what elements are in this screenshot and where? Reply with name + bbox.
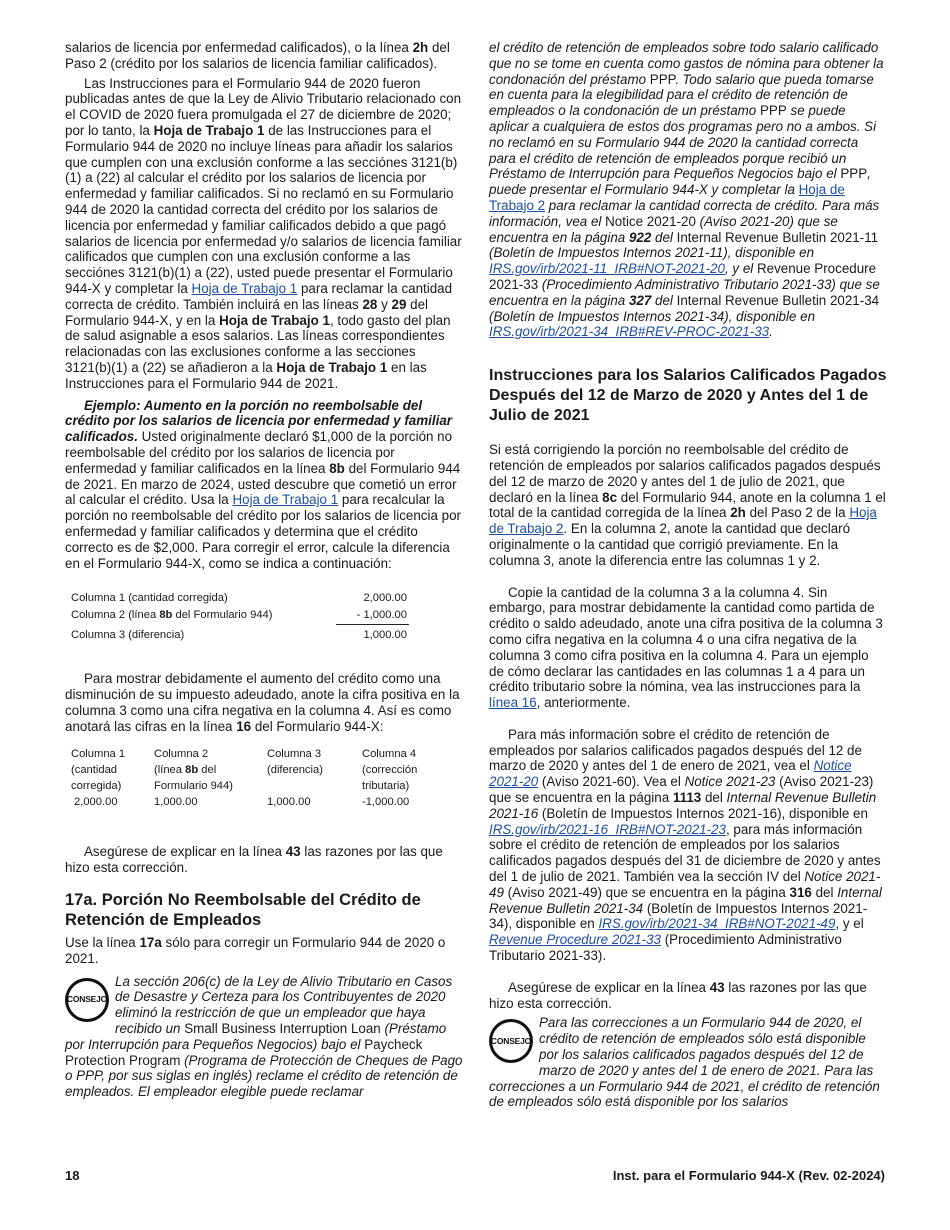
tip-box: [489, 1015, 887, 1110]
table-column: Columna 1 (cantidad corregida) 2,000.00: [71, 748, 126, 809]
rev-proc-link[interactable]: Revenue Procedure 2021-33: [489, 932, 661, 948]
table-column: Columna 3 (diferencia) 1,000.00: [267, 748, 323, 809]
table-cell: Columna 1 (cantidad corregida): [71, 592, 228, 605]
irb-link[interactable]: IRS.gov/irb/2021-16_IRB#NOT-2021-23: [489, 821, 726, 837]
worksheet-1-link[interactable]: Hoja de Trabajo 1: [191, 280, 298, 296]
table-cell: - 1,000.00: [356, 609, 407, 622]
consejo-icon: CONSEJO: [489, 1019, 533, 1063]
example-table-1: [65, 585, 463, 645]
page-number: 18: [65, 1168, 80, 1183]
paragraph: salarios de licencia por enfermedad calificados), o la línea 2h del Paso 2 (crédito por los salarios de licencia familiar calificados).: [65, 40, 450, 71]
left-column: [65, 40, 463, 1100]
example-paragraph: Ejemplo: Aumento en la porción no reembolsable del crédito por los salarios de licencia por enfermedad y familiar calificados. Usted originalmente declaró $1,000 de la porción no reembolsable del crédito por los salarios de licencia por enfermedad y familiar calificados en la línea 8b del Formulario 944 de 2021. En marzo de 2024, usted descubre que cometió un error al calcular el crédito. Usa la Hoja de Trabajo 1 para recalcular la porción no reembolsable del crédito por los salarios de licencia por enfermedad y familiar calificados y determina que el crédito correcto es de $2,000. Para corregir el error, calcule la diferencia en el Formulario 944-X, como se indica a continuación:: [65, 397, 461, 571]
tip-text: Para las correcciones a un Formulario 944 de 2020, el crédito de retención de empleados sólo está disponible por los salarios calificados pagados después del 12 de marzo de 2020 y antes del 1 de enero de 2021. Para las correcciones a un Formulario 944 de 2021, el crédito de retención de empleados sólo está disponible por los salarios: [489, 1015, 880, 1110]
section-heading: Instrucciones para los Salarios Calificados Pagados Después del 12 de Marzo de 2020 y Antes del 1 de Julio de 2021: [489, 367, 887, 425]
irb-link[interactable]: IRS.gov/irb/2021-34_IRB#REV-PROC-2021-33: [489, 324, 770, 340]
paragraph: Si está corrigiendo la porción no reembolsable del crédito de retención de empleados por salarios calificados pagados después del 12 de marzo de 2020 y antes del 1 de julio de 2021, que declaró en la línea 8c del Formulario 944, anote en la columna 1 el total de la cantidad corregida de la línea 2h del Paso 2 de la Hoja de Trabajo 2. En la columna 2, anote la cantidad que declaró originalmente o la cantidad que corrigió previamente. En la columna 3, anote la diferencia entre las columnas 1 y 2.: [489, 442, 886, 568]
example-table-2: [65, 746, 463, 816]
tip-box: [65, 974, 463, 1100]
paragraph: Copie la cantidad de la columna 3 a la columna 4. Sin embargo, para mostrar debidamente la cantidad como partida de crédito o saldo adeudado, anote una cifra positiva de la columna 3 como cifra negativa en la columna 4 o una cifra negativa de la columna 3 como cifra positiva en la columna 4. Para un ejemplo de cómo declarar las cantidades en las columnas 1 a 4 para un crédito tributario sobre la nómina, vea las instrucciones para la línea 16, anteriormente.: [489, 584, 883, 711]
worksheet-2-link[interactable]: Hoja de Trabajo 2: [489, 505, 877, 537]
footer-title: Inst. para el Formulario 944-X (Rev. 02-2024): [612, 1168, 885, 1183]
table-cell: Columna 3 (diferencia): [71, 629, 185, 642]
sum-rule: [336, 624, 409, 625]
table-cell: Columna 2 (línea 8b del Formulario 944): [71, 609, 273, 622]
irb-link[interactable]: IRS.gov/irb/2021-34_IRB#NOT-2021-49: [598, 916, 836, 932]
table-cell: 1,000.00: [363, 629, 407, 642]
irb-link[interactable]: IRS.gov/irb/2021-11_IRB#NOT-2021-20: [489, 261, 725, 277]
right-column: [489, 40, 887, 1110]
paragraph: Para mostrar debidamente el aumento del crédito como una disminución de su impuesto adeudado, anote la cifra positiva en la columna 3 como una cifra negativa en la columna 4. Así es como anotará las cifras en la línea 16 del Formulario 944-X:: [65, 671, 460, 734]
notice-link[interactable]: Notice 2021-20: [489, 758, 852, 790]
paragraph: Use la línea 17a sólo para corregir un Formulario 944 de 2020 o 2021.: [65, 935, 446, 966]
table-column: Columna 2 (línea 8b del Formulario 944) 1,000.00: [154, 748, 233, 809]
paragraph: Para más información sobre el crédito de retención de empleados por salarios calificados pagados después del 12 de marzo de 2020 y antes del 1 de enero de 2021, vea el Notice 2021-20 (Aviso 2021-60). Vea el Notice 2021-23 (Aviso 2021-23) que se encuentra en la página 1113 del Internal Revenue Bulletin 2021-16 (Boletín de Impuestos Internos 2021-16), disponible en IRS.gov/irb/2021-16_IRB#NOT-2021-23, para más información sobre el crédito de retención de empleados por los salarios calificados pagados después del 31 de diciembre de 2020 y antes del 1 de julio de 2021. También vea la sección IV del Notice 2021-49 (Aviso 2021-49) que se encuentra en la página 316 del Internal Revenue Bulletin 2021-34 (Boletín de Impuestos Internos 2021-34), disponible en IRS.gov/irb/2021-34_IRB#NOT-2021-49, y el Revenue Procedure 2021-33 (Procedimiento Administrativo Tributario 2021-33).: [489, 726, 882, 964]
consejo-icon: CONSEJO: [65, 978, 109, 1022]
paragraph: Asegúrese de explicar en la línea 43 las razones por las que hizo esta corrección.: [65, 844, 443, 876]
worksheet-2-link[interactable]: Hoja de Trabajo 2: [489, 182, 845, 213]
table-column: Columna 4 (corrección tributaria) -1,000.00: [362, 748, 418, 809]
worksheet-1-link[interactable]: Hoja de Trabajo 1: [232, 492, 339, 508]
tip-text: La sección 206(c) de la Ley de Alivio Tributario en Casos de Desastre y Certeza para los Contribuyentes de 2020 eliminó la restricción de que un empleador que haya recibido un Small Business Interruption Loan (Préstamo por Interrupción para Pequeños Negocios) bajo el Paycheck Protection Program (Programa de Protección de Cheques de Pago o PPP, por sus siglas en inglés) reclame el crédito de retención de empleados. El empleador elegible puede reclamar: [65, 973, 463, 1100]
section-heading: 17a. Porción No Reembolsable del Crédito de Retención de Empleados: [65, 891, 421, 930]
line-16-link[interactable]: línea 16: [489, 695, 537, 711]
tip-continuation: el crédito de retención de empleados sobre todo salario calificado que no se tome en cuenta como gastos de nómina para obtener la condonación del préstamo PPP. Todo salario que pueda tomarse en cuenta para la elegibilidad para el crédito de retención de empleados o la condonación de un préstamo PPP se puede aplicar a cualquiera de estos dos programas pero no a ambos. Si no reclamó en su Formulario 944 de 2020 la cantidad correcta para el crédito de retención de empleados porque recibió un Préstamo de Interrupción para Pequeños Negocios bajo el PPP, puede presentar el Formulario 944-X y completar la Hoja de Trabajo 2 para reclamar la cantidad correcta de crédito. Para más información, vea el Notice 2021-20 (Aviso 2021-20) que se encuentra en la página 922 del Internal Revenue Bulletin 2021-11 (Boletín de Impuestos Internos 2021-11), disponible en IRS.gov/irb/2021-11_IRB#NOT-2021-20, y el Revenue Procedure 2021-33 (Procedimiento Administrativo Tributario 2021-33) que se encuentra en la página 327 del Internal Revenue Bulletin 2021-34 (Boletín de Impuestos Internos 2021-34), disponible en IRS.gov/irb/2021-34_IRB#REV-PROC-2021-33.: [489, 40, 884, 340]
table-cell: 2,000.00: [363, 592, 407, 605]
paragraph: Asegúrese de explicar en la línea 43 las razones por las que hizo esta corrección.: [489, 979, 867, 1011]
paragraph: Las Instrucciones para el Formulario 944 de 2020 fueron publicadas antes de que la Ley de Alivio Tributario relacionado con el COVID de 2020 fuera promulgada el 27 de diciembre de 2020; por lo tanto, la Hoja de Trabajo 1 de las Instrucciones para el Formulario 944 de 2020 no incluye líneas para añadir los salarios que cumplen con una exclusión conforme a las secciónes 3121(b)(1) a (22) al calcular el crédito por los salarios de licencia por enfermedad y familiar calificados. Si no reclamó en su Formulario 944 de 2020 la cantidad correcta del crédito por los salarios de licencia por enfermedad y familiar calificados debido a que pagó salarios de licencia por enfermedad y/o salarios de licencia familiar calificados que cumplen con una exclusión conforme a las secciónes 3121(b)(1) a (22), usted puede presentar el Formulario 944-X y completar la Hoja de Trabajo 1 para reclamar la cantidad correcta de crédito. También incluirá en las líneas 28 y 29 del Formulario 944-X, y en la Hoja de Trabajo 1, todo gasto del plan de salud asignable a esos salarios. Las líneas correspondientes relacionadas con las exclusiones conforme a las secciones 3121(b)(1) a (22) se añadieron a la Hoja de Trabajo 1 en las Instrucciones para el Formulario 944 de 2021.: [65, 75, 462, 391]
